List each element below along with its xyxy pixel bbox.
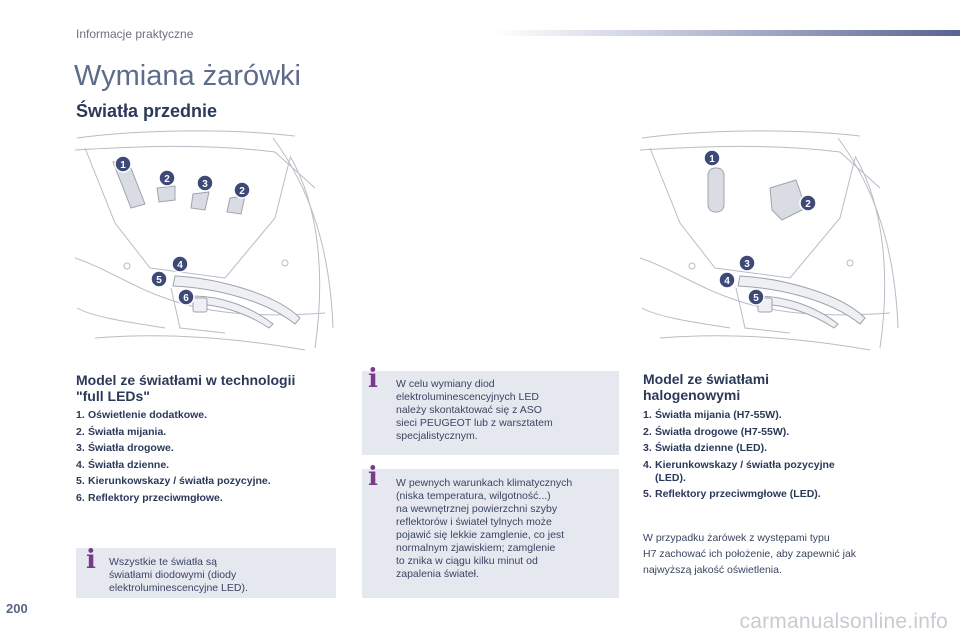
section-label: Informacje praktyczne — [76, 27, 194, 41]
item-number: 4. — [643, 458, 652, 471]
note-line: to znika w ciągu kilku minut od — [396, 555, 538, 567]
item-number: 5. — [643, 488, 652, 500]
note-line: sieci PEUGEOT lub z warsztatem — [396, 417, 553, 429]
list-item — [76, 426, 346, 439]
item-number: 3. — [76, 442, 85, 454]
watermark: carmanualsonline.info — [739, 610, 948, 633]
item-text: Oświetlenie dodatkowe. — [88, 409, 208, 421]
full-led-model-title — [76, 372, 295, 404]
item-number: 4. — [76, 458, 85, 471]
section-title: Światła przednie — [76, 101, 218, 121]
note-line: elektroluminescencyjnych LED — [396, 391, 539, 403]
note-text — [396, 378, 553, 443]
callout-3: 3 — [202, 179, 208, 190]
note-line: W pewnych warunkach klimatycznych — [396, 477, 573, 489]
list-item — [76, 409, 346, 422]
item-text: Światła dzienne. — [88, 458, 170, 471]
model-title-line: "full LEDs" — [76, 388, 150, 404]
callout-5: 5 — [156, 275, 162, 286]
note-line: W celu wymiany diod — [396, 378, 495, 390]
note-line: elektroluminescencyjne LED). — [109, 582, 248, 594]
callout-3: 3 — [744, 259, 750, 270]
paragraph-line: H7 zachować ich położenie, aby zapewnić jak — [643, 548, 857, 560]
info-icon: i — [86, 545, 96, 575]
note-text — [396, 477, 572, 581]
page-title: Wymiana żarówki — [74, 60, 301, 92]
callout-4: 4 — [724, 276, 730, 287]
item-number: 6. — [76, 491, 85, 504]
item-text: Reflektory przeciwmgłowe (LED). — [655, 488, 821, 500]
info-icon: i — [368, 462, 378, 492]
h7-bulb-paragraph — [643, 530, 856, 578]
note-line: reflektorów i świateł tylnych może — [396, 516, 552, 528]
paragraph-line: najwyższą jakość oświetlenia. — [643, 564, 782, 576]
note-line: należy skontaktować się z ASO — [396, 404, 542, 416]
page-number: 200 — [6, 601, 28, 616]
model-title-line: halogenowymi — [643, 387, 741, 403]
item-text: Światła mijania (H7-55W). — [655, 409, 782, 421]
item-number: 5. — [76, 475, 85, 487]
list-item — [643, 488, 913, 501]
item-text: Światła dzienne (LED). — [655, 442, 768, 454]
paragraph-line: W przypadku żarówek z występami typu — [643, 532, 830, 544]
item-number: 3. — [643, 442, 652, 454]
callout-5: 5 — [753, 293, 759, 304]
condensation-note — [362, 462, 619, 598]
led-info-note — [76, 545, 336, 598]
list-item — [643, 426, 913, 439]
callout-2: 2 — [805, 199, 811, 210]
item-text-line: Kierunkowskazy / światła pozycyjne — [655, 458, 835, 471]
halogen-model-title — [643, 371, 769, 403]
model-title-line: Model ze światłami w technologii — [76, 372, 296, 388]
item-text: Reflektory przeciwmgłowe. — [88, 491, 223, 504]
item-text: Światła drogowe. — [88, 442, 174, 454]
item-number: 1. — [76, 409, 85, 421]
halogen-bulb-list — [643, 409, 913, 505]
item-number: 2. — [643, 425, 652, 438]
note-text — [109, 556, 248, 595]
item-text: Światła mijania. — [88, 425, 167, 438]
callout-4: 4 — [177, 260, 183, 271]
note-line: pojawić się lekkie zamglenie, co jest — [396, 529, 565, 541]
full-led-bulb-list — [76, 409, 346, 508]
callout-1: 1 — [120, 160, 126, 171]
led-replacement-note — [362, 364, 619, 455]
item-text-line: (LED). — [655, 471, 686, 484]
header-bar — [495, 30, 960, 36]
item-text — [655, 459, 835, 485]
full-led-headlamp-illustration — [75, 128, 337, 363]
note-line: na wewnętrznej powierzchni szyby — [396, 503, 558, 515]
model-title-line: Model ze światłami — [643, 371, 770, 387]
list-item — [76, 492, 346, 505]
item-number: 1. — [643, 409, 652, 421]
note-line: zapalenia świateł. — [396, 568, 479, 580]
list-item — [643, 442, 913, 455]
note-line: specjalistycznym. — [396, 430, 478, 442]
note-line: (niska temperatura, wilgotność...) — [396, 490, 551, 502]
list-item — [76, 475, 346, 488]
note-line: światłami diodowymi (diody — [109, 569, 237, 581]
list-item — [76, 442, 346, 455]
note-line: normalnym zjawiskiem; zamglenie — [396, 542, 556, 554]
callout-6: 6 — [183, 293, 189, 304]
info-icon: i — [368, 364, 378, 394]
list-item — [76, 459, 346, 472]
list-item — [643, 459, 913, 485]
callout-2: 2 — [164, 174, 170, 185]
list-item — [643, 409, 913, 422]
item-text: Światła drogowe (H7-55W). — [655, 425, 790, 438]
callout-2: 2 — [239, 186, 245, 197]
item-text: Kierunkowskazy / światła pozycyjne. — [88, 475, 271, 487]
halogen-headlamp-illustration — [640, 128, 905, 363]
callout-1: 1 — [709, 154, 715, 165]
item-number: 2. — [76, 425, 85, 438]
note-line: Wszystkie te światła są — [109, 556, 217, 568]
